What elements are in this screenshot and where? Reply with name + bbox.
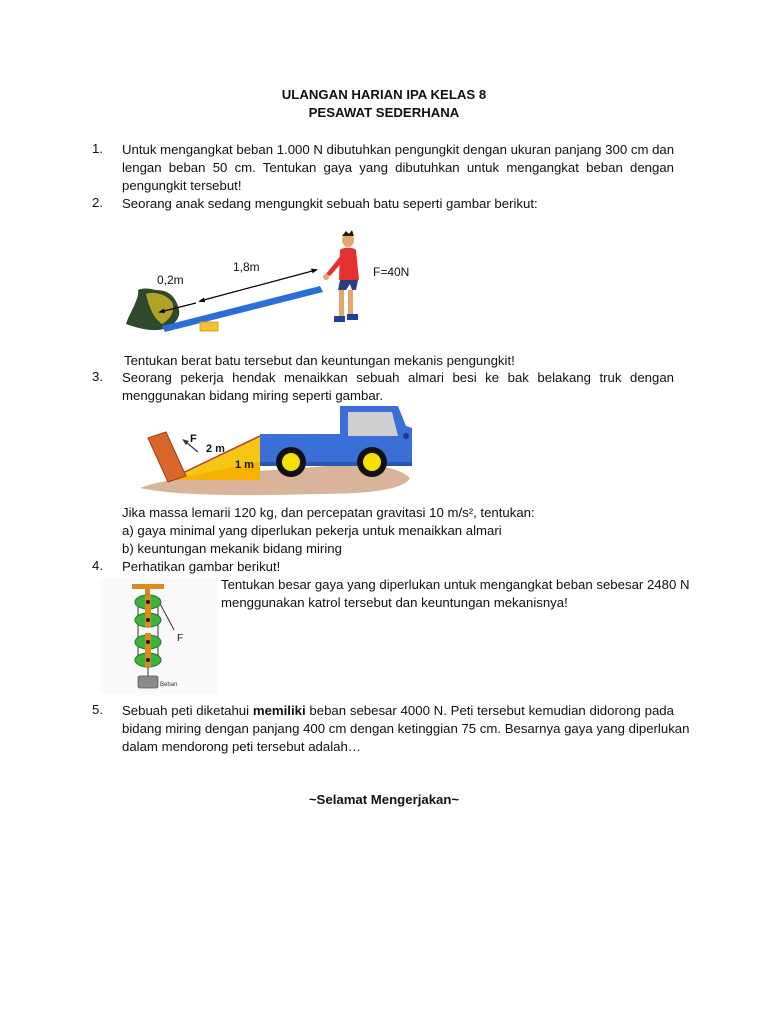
- force-label: F=40N: [373, 265, 410, 279]
- truck-hub-rear: [282, 453, 300, 471]
- axle-4: [146, 658, 150, 662]
- page-title: ULANGAN HARIAN IPA KELAS 8: [281, 87, 487, 102]
- page-subtitle: PESAWAT SEDERHANA: [308, 105, 460, 120]
- question-5-line-1-bold: memiliki: [252, 703, 306, 718]
- boy-shirt: [339, 248, 359, 280]
- fulcrum-block: [200, 322, 218, 331]
- question-2-intro: Seorang anak sedang mengungkit sebuah batu seperti gambar berikut:: [122, 196, 538, 211]
- question-5-line-1-post: beban sebesar 4000 N. Peti tersebut kemudian didorong pada: [309, 703, 674, 718]
- boy-hair: [342, 230, 354, 236]
- closing-text: ~Selamat Mengerjakan~: [308, 792, 460, 807]
- question-5-number: 5.: [92, 702, 103, 717]
- question-5-line-3: dalam mendorong peti tersebut adalah…: [122, 739, 361, 754]
- question-5-line-2: bidang miring dengan panjang 400 cm dengan ketinggian 75 cm. Besarnya gaya yang diperlukan: [122, 721, 690, 736]
- short-arm-label: 0,2m: [157, 273, 184, 287]
- question-5-line-1: [122, 702, 674, 720]
- pulley-figure: [100, 578, 218, 694]
- axle-3: [146, 640, 150, 644]
- long-arm-arrow-head-right: [311, 269, 318, 274]
- load-label: Beban: [160, 682, 178, 688]
- axle-1: [146, 600, 150, 604]
- question-4-line-1: Tentukan besar gaya yang diperlukan untuk mengangkat beban sebesar 2480 N: [221, 577, 690, 592]
- question-3-given: Jika massa lemarii 120 kg, dan percepatan gravitasi 10 m/s², tentukan:: [122, 505, 535, 520]
- question-1-number: 1.: [92, 141, 103, 156]
- pulley-frame-top: [145, 595, 151, 627]
- question-1-line-3: pengungkit tersebut!: [122, 178, 242, 193]
- long-arm-label: 1,8m: [233, 260, 260, 274]
- question-3-line-1: Seorang pekerja hendak menaikkan sebuah almari besi ke bak belakang truk dengan: [122, 370, 674, 385]
- cabinet-shape: [148, 432, 186, 482]
- question-3-number: 3.: [92, 369, 103, 384]
- boy-hand: [323, 274, 329, 280]
- question-2-number: 2.: [92, 195, 103, 210]
- ramp-length-label: 2 m: [206, 443, 225, 455]
- question-3-part-b: b) keuntungan mekanik bidang miring: [122, 541, 342, 556]
- question-5-line-1-pre: Sebuah peti diketahui: [122, 703, 250, 718]
- lever-figure: [120, 228, 420, 344]
- question-4-line-2: menggunakan katrol tersebut dan keuntungan mekanisnya!: [221, 595, 568, 610]
- boy-shorts: [338, 280, 358, 290]
- pulley-force-label: F: [177, 633, 184, 644]
- question-4-number: 4.: [92, 558, 103, 573]
- truck-light: [403, 433, 409, 439]
- question-2-prompt: Tentukan berat batu tersebut dan keuntungan mekanis pengungkit!: [124, 353, 515, 368]
- boy-shoe-right: [347, 314, 358, 320]
- lever-bar: [162, 286, 323, 332]
- question-1-line-1: Untuk mengangkat beban 1.000 N dibutuhkan pengungkit dengan ukuran panjang 300 cm dan: [122, 142, 675, 157]
- question-4-intro: Perhatikan gambar berikut!: [122, 559, 281, 574]
- ramp-force-label: F: [190, 433, 197, 445]
- question-3-line-2: menggunakan bidang miring seperti gambar.: [122, 388, 383, 403]
- boy-figure: [323, 230, 359, 322]
- ramp-height-label: 1 m: [235, 459, 254, 471]
- truck-window: [348, 412, 398, 436]
- question-3-part-a: a) gaya minimal yang diperlukan pekerja untuk menaikkan almari: [122, 523, 502, 538]
- pulley-figure-bg: [100, 578, 218, 694]
- boy-shoe-left: [334, 316, 345, 322]
- axle-2: [146, 618, 150, 622]
- load-weight: [138, 676, 158, 688]
- long-arm-arrow-head-left: [198, 298, 205, 303]
- boy-leg-left: [339, 290, 344, 316]
- question-1-line-2: lengan beban 50 cm. Tentukan gaya yang dibutuhkan untuk mengangkat beban dengan: [122, 160, 674, 175]
- boy-leg-right: [348, 290, 353, 314]
- truck-hub-front: [363, 453, 381, 471]
- inclined-plane-figure: [136, 402, 416, 500]
